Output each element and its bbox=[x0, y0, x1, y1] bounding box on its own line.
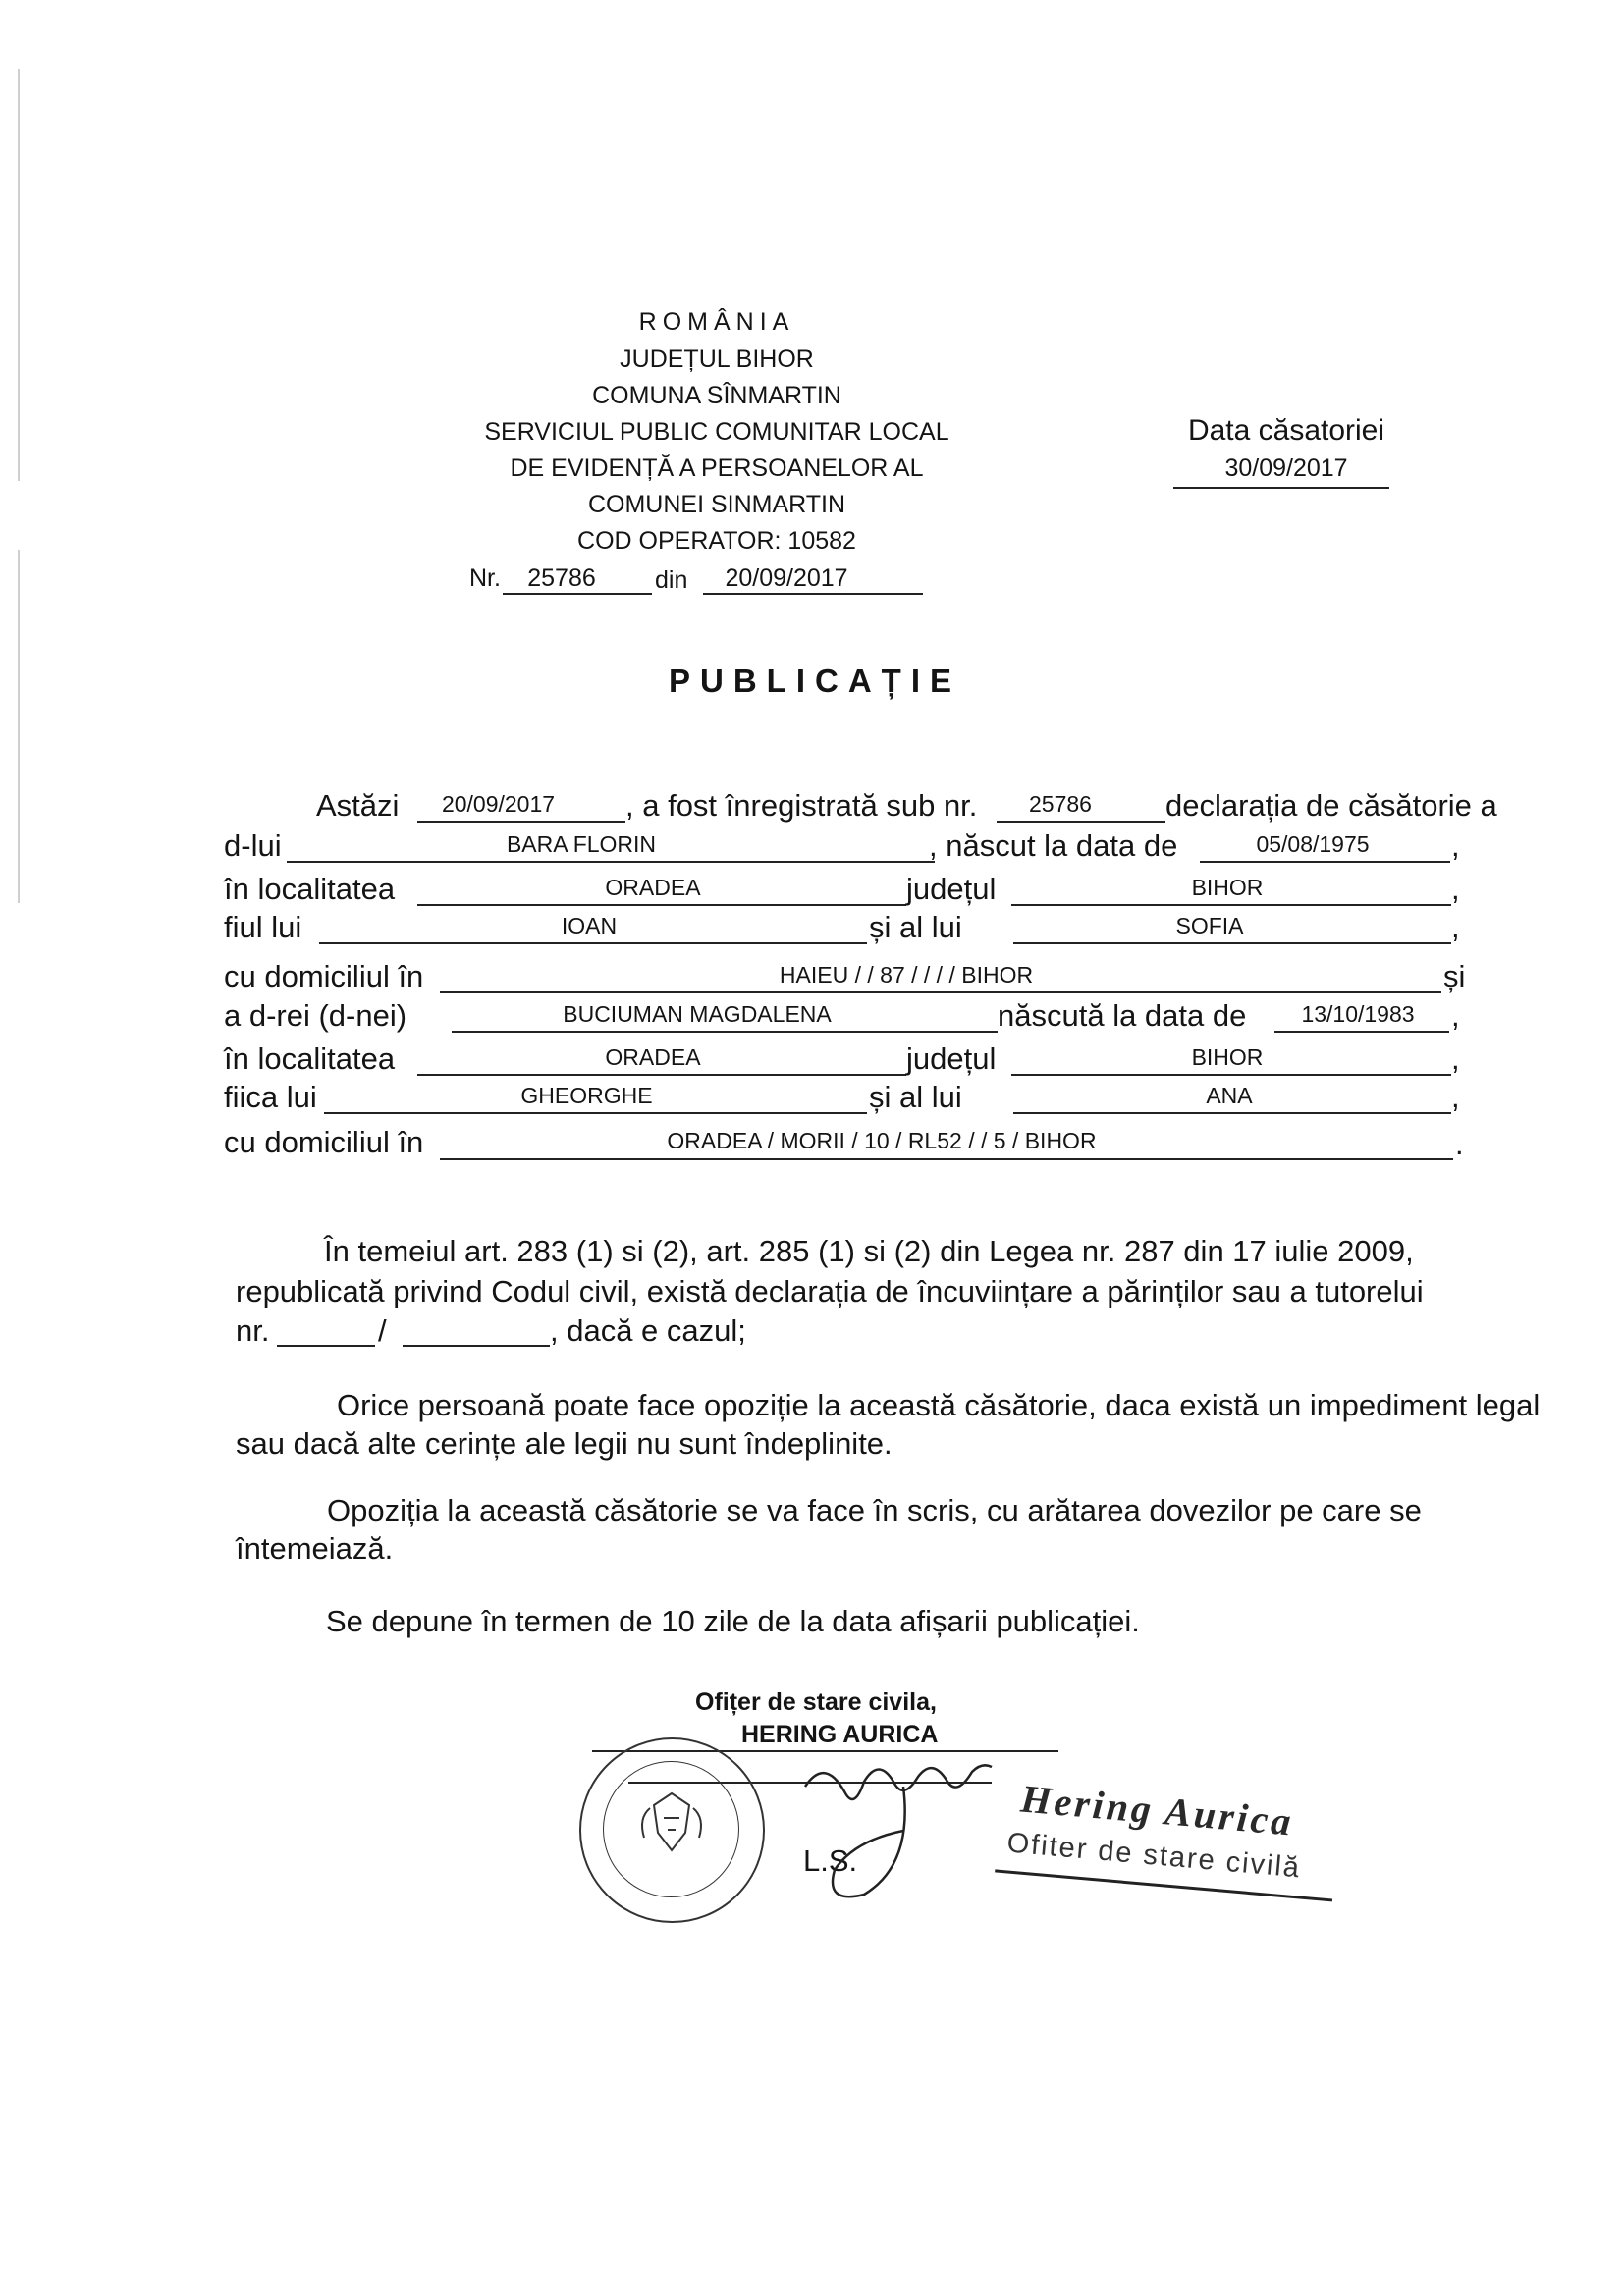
groom-mother-label: și al lui bbox=[869, 910, 962, 944]
opposition-paragraph: Orice persoană poate face opoziție la această căsătorie, daca există un impediment legal sau dacă alte cerințe ale legii nu sunt îndeplinite. bbox=[236, 1388, 1541, 1461]
groom-mother-underline bbox=[1013, 942, 1451, 944]
groom-locality-underline bbox=[417, 904, 906, 906]
bride-mother-label: și al lui bbox=[869, 1080, 962, 1114]
coat-of-arms-icon bbox=[581, 1739, 763, 1921]
groom-name-underline bbox=[287, 861, 935, 863]
groom-county-value: BIHOR bbox=[1191, 875, 1264, 900]
groom-birth-underline bbox=[1200, 861, 1450, 863]
bride-county-value: BIHOR bbox=[1191, 1044, 1264, 1070]
registered-underline bbox=[997, 821, 1165, 823]
bride-name-value: BUCIUMAN MAGDALENA bbox=[563, 1001, 832, 1027]
bride-mother-value: ANA bbox=[1206, 1083, 1253, 1108]
bride-county-label: județul bbox=[906, 1041, 997, 1076]
scan-margin-mark bbox=[18, 550, 20, 903]
son-label: fiul lui bbox=[224, 910, 302, 944]
groom-locality-value: ORADEA bbox=[605, 875, 701, 900]
scan-margin-mark bbox=[18, 69, 20, 481]
groom-county-label: județul bbox=[906, 872, 997, 906]
marriage-date-label: Data căsatoriei bbox=[1187, 414, 1385, 447]
daughter-label: fiica lui bbox=[224, 1080, 317, 1114]
ls-mark: L.S. bbox=[803, 1843, 858, 1878]
groom-county-underline bbox=[1011, 904, 1451, 906]
row6-comma: , bbox=[1451, 998, 1460, 1033]
bride-birth-date-value: 13/10/1983 bbox=[1301, 1001, 1415, 1027]
header-operator-code: COD OPERATOR: 10582 bbox=[577, 527, 856, 555]
registered-value: 25786 bbox=[1029, 791, 1092, 817]
row4-comma: , bbox=[1451, 910, 1460, 944]
groom-birth-date-value: 05/08/1975 bbox=[1256, 831, 1370, 857]
bride-domicile-label: cu domiciliul în bbox=[224, 1125, 424, 1159]
document-title: PUBLICAȚIE bbox=[669, 663, 961, 699]
legal-basis-nr-label: nr. bbox=[236, 1313, 270, 1348]
header-country: ROMÂNIA bbox=[638, 308, 795, 336]
legal-basis-line2: republicată privind Codul civil, există declarația de încuviințare a părinților sau a tutorelui bbox=[236, 1274, 1424, 1308]
bride-locality-value: ORADEA bbox=[605, 1044, 701, 1070]
header-county: JUDEȚUL BIHOR bbox=[620, 346, 814, 373]
dlui-label: d-lui bbox=[224, 828, 282, 863]
groom-father-value: IOAN bbox=[561, 913, 618, 938]
bride-domicile-value: ORADEA / MORII / 10 / RL52 / / 5 / BIHOR bbox=[667, 1128, 1097, 1153]
legal-basis-line1: În temeiul art. 283 (1) si (2), art. 285 (1) si (2) din Legea nr. 287 din 17 iulie 2009, bbox=[324, 1234, 1414, 1268]
opposition-form-paragraph: Opoziția la această căsătorie se va face în scris, cu arătarea dovezilor pe care se întemeiază. bbox=[236, 1493, 1422, 1566]
header-service-line2: DE EVIDENȚĂ A PERSOANELOR AL bbox=[510, 454, 924, 482]
legal-basis-nr-underline1 bbox=[277, 1345, 375, 1347]
groom-domicile-label: cu domiciliul în bbox=[224, 959, 424, 993]
bride-locality-underline bbox=[417, 1074, 906, 1076]
header-nr-value: 25786 bbox=[527, 564, 596, 592]
groom-domicile-value: HAIEU / / 87 / / / / BIHOR bbox=[779, 962, 1034, 988]
bride-father-underline bbox=[324, 1112, 867, 1114]
stamp-role: Ofiter de stare civilă bbox=[1005, 1827, 1303, 1885]
deadline-paragraph: Se depune în termen de 10 zile de la data afișarii publicației. bbox=[326, 1604, 1140, 1638]
si-label: și bbox=[1443, 959, 1466, 993]
groom-domicile-underline bbox=[440, 991, 1441, 993]
officer-name: HERING AURICA bbox=[741, 1721, 939, 1748]
row3-comma: , bbox=[1451, 872, 1460, 906]
declaration-label: declarația de căsătorie a bbox=[1165, 788, 1497, 823]
groom-locality-label: în localitatea bbox=[224, 872, 396, 906]
official-seal bbox=[579, 1737, 765, 1923]
header-din-value: 20/09/2017 bbox=[725, 564, 848, 592]
header-commune: COMUNA SÎNMARTIN bbox=[592, 382, 841, 409]
astazi-underline bbox=[417, 821, 625, 823]
marriage-date-value: 30/09/2017 bbox=[1224, 454, 1348, 482]
row8-comma: , bbox=[1451, 1080, 1460, 1114]
bride-county-underline bbox=[1011, 1074, 1451, 1076]
bride-domicile-underline bbox=[440, 1158, 1453, 1160]
legal-basis-slash: / bbox=[378, 1313, 387, 1348]
row2-comma: , bbox=[1451, 828, 1460, 863]
drei-label: a d-rei (d-nei) bbox=[224, 998, 407, 1033]
header-nr-label: Nr. bbox=[469, 564, 501, 592]
bride-born-label: născută la data de bbox=[998, 998, 1247, 1033]
groom-mother-value: SOFIA bbox=[1175, 913, 1244, 938]
stamp-name: Hering Aurica bbox=[1018, 1776, 1296, 1844]
row9-period: . bbox=[1455, 1127, 1464, 1161]
legal-basis-end: , dacă e cazul; bbox=[550, 1313, 746, 1348]
row7-comma: , bbox=[1451, 1041, 1460, 1076]
groom-name-value: BARA FLORIN bbox=[506, 831, 657, 857]
astazi-label: Astăzi bbox=[316, 788, 400, 823]
registered-label: , a fost înregistrată sub nr. bbox=[625, 788, 978, 823]
header-service-line3: COMUNEI SINMARTIN bbox=[587, 491, 846, 518]
astazi-value: 20/09/2017 bbox=[441, 791, 556, 817]
bride-father-value: GHEORGHE bbox=[520, 1083, 653, 1108]
bride-locality-label: în localitatea bbox=[224, 1041, 396, 1076]
born-label: , născut la data de bbox=[929, 828, 1178, 863]
marriage-date-underline bbox=[1173, 487, 1389, 489]
name-stamp bbox=[973, 1772, 1356, 1930]
header-service-line1: SERVICIUL PUBLIC COMUNITAR LOCAL bbox=[484, 418, 949, 446]
bride-birth-underline bbox=[1274, 1031, 1449, 1033]
officer-title: Ofițer de stare civila, bbox=[695, 1688, 937, 1716]
bride-mother-underline bbox=[1013, 1112, 1451, 1114]
groom-father-underline bbox=[319, 942, 867, 944]
legal-basis-nr-underline2 bbox=[403, 1345, 550, 1347]
header-din-label: din bbox=[655, 566, 688, 594]
bride-name-underline bbox=[452, 1031, 998, 1033]
